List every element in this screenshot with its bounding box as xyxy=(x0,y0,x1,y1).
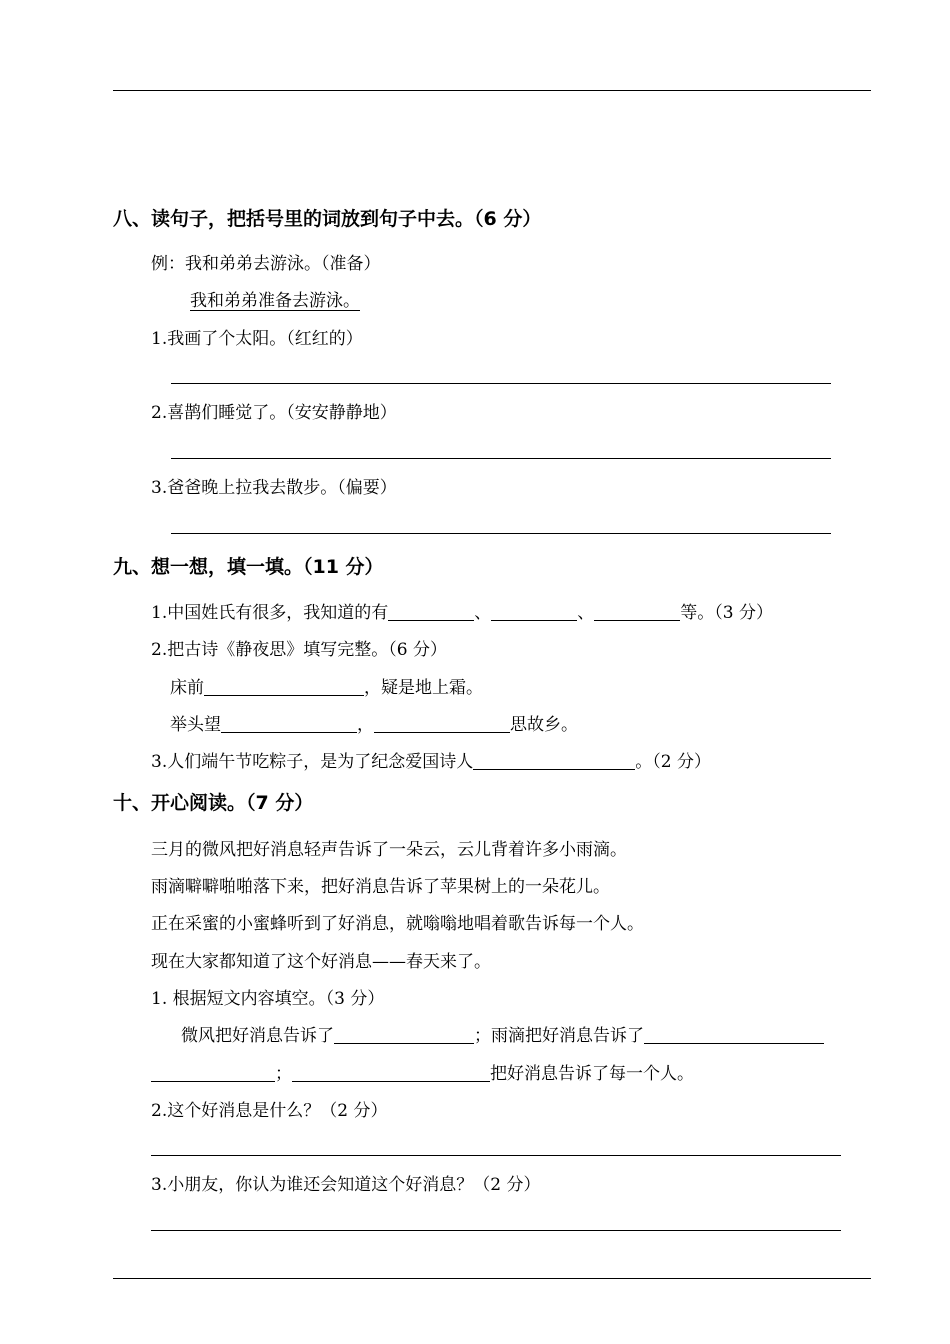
surname-blank-2[interactable] xyxy=(491,602,577,621)
section-9-question-3 xyxy=(151,751,711,773)
poem-line-1 xyxy=(170,677,483,699)
q1-part-c: ； xyxy=(275,1064,292,1084)
surname-blank-3[interactable] xyxy=(594,602,680,621)
answer-line-10-2[interactable] xyxy=(151,1155,841,1156)
example-label: 例： xyxy=(151,254,185,274)
poem-line-2-end: 思故乡。 xyxy=(510,715,578,735)
section-8-heading: 八、读句子，把括号里的词放到句子中去。（6 分） xyxy=(113,208,542,230)
poem-line-2-mid: ， xyxy=(357,715,374,735)
q1-text: 1.中国姓氏有很多，我知道的有 xyxy=(151,603,389,623)
fill-blank-2[interactable] xyxy=(644,1025,824,1044)
answer-line-10-3[interactable] xyxy=(151,1230,841,1231)
section-8-question-3: 3.爸爸晚上拉我去散步。（偏要） xyxy=(151,478,397,498)
top-rule xyxy=(113,90,871,91)
answer-line-8-2[interactable] xyxy=(171,458,831,459)
section-9-heading: 九、想一想，填一填。（11 分） xyxy=(113,556,384,578)
poem-line-2 xyxy=(170,714,578,736)
section-8-question-2: 2.喜鹊们睡觉了。（安安静静地） xyxy=(151,403,397,423)
q3-end: 。（2 分） xyxy=(635,752,711,772)
q3-text: 3.人们端午节吃粽子，是为了纪念爱国诗人 xyxy=(151,752,474,772)
reading-paragraph-3: 正在采蜜的小蜜蜂听到了好消息，就嗡嗡地唱着歌告诉每一个人。 xyxy=(151,914,644,934)
example-question: 我和弟弟去游泳。（准备） xyxy=(185,254,381,274)
q1-part-b: ；雨滴把好消息告诉了 xyxy=(474,1026,644,1046)
fill-blank-1[interactable] xyxy=(334,1025,474,1044)
separator: 、 xyxy=(474,603,492,623)
surname-blank-1[interactable] xyxy=(388,602,474,621)
q1-part-d: 把好消息告诉了每一个人。 xyxy=(490,1064,694,1084)
section-10-question-1: 1. 根据短文内容填空。（3 分） xyxy=(151,989,385,1009)
separator: 、 xyxy=(577,603,595,623)
poem-line-1-end: ，疑是地上霜。 xyxy=(364,678,483,698)
answer-line-8-3[interactable] xyxy=(171,533,831,534)
q1-fill-line-a xyxy=(181,1025,824,1047)
poem-blank-3[interactable] xyxy=(374,714,510,733)
q1-end: 等。（3 分） xyxy=(680,603,773,623)
reading-paragraph-2: 雨滴噼噼啪啪落下来，把好消息告诉了苹果树上的一朵花儿。 xyxy=(151,877,610,897)
fill-blank-3[interactable] xyxy=(151,1063,275,1082)
section-10-heading: 十、开心阅读。（7 分） xyxy=(113,792,314,814)
poem-blank-2[interactable] xyxy=(221,714,357,733)
section-8-question-1: 1.我画了个太阳。（红红的） xyxy=(151,329,363,349)
q1-fill-line-b xyxy=(151,1063,694,1085)
bottom-rule xyxy=(113,1278,871,1279)
example-answer: 我和弟弟准备去游泳。 xyxy=(190,291,360,311)
reading-paragraph-1: 三月的微风把好消息轻声告诉了一朵云，云儿背着许多小雨滴。 xyxy=(151,840,627,860)
q1-part-a: 微风把好消息告诉了 xyxy=(181,1026,334,1046)
poem-blank-1[interactable] xyxy=(204,677,364,696)
poem-line-2-start: 举头望 xyxy=(170,715,221,735)
poem-line-1-start: 床前 xyxy=(170,678,204,698)
example-line xyxy=(151,253,381,275)
answer-line-8-1[interactable] xyxy=(171,383,831,384)
poet-blank[interactable] xyxy=(473,751,635,770)
section-10-question-2: 2.这个好消息是什么？（2 分） xyxy=(151,1101,388,1121)
section-9-question-1 xyxy=(151,602,773,624)
section-9-question-2: 2.把古诗《静夜思》填写完整。（6 分） xyxy=(151,640,447,660)
section-10-question-3: 3.小朋友，你认为谁还会知道这个好消息？（2 分） xyxy=(151,1175,541,1195)
fill-blank-4[interactable] xyxy=(292,1063,490,1082)
reading-paragraph-4: 现在大家都知道了这个好消息——春天来了。 xyxy=(151,952,491,972)
